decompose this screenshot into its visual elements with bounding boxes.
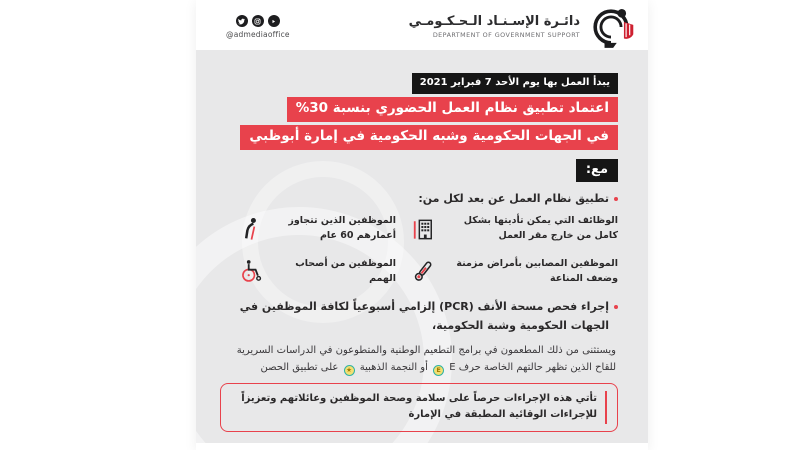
title-line-1: اعتماد تطبيق نظام العمل الحضوري بنسبة 30%	[287, 97, 618, 122]
instagram-icon[interactable]	[252, 15, 264, 27]
youtube-icon[interactable]	[268, 15, 280, 27]
hosn-e-badge-icon: E	[433, 365, 444, 376]
department-logo	[409, 5, 634, 49]
social-handle[interactable]: @admediaoffice	[226, 30, 290, 39]
social-block	[226, 15, 290, 39]
with-badge: مع:	[576, 159, 618, 183]
dept-name-arabic: دائـرة الإسـنـاد الـحـكـومـي	[408, 13, 580, 29]
date-badge: يبدأ العمل بها يوم الأحد 7 فبراير 2021	[412, 73, 618, 94]
exemption-paragraph: ويستثنى من ذلك المطعمون في برامج التطعيم الوطنية والمتطوعون في الدراسات السريرية للقاح الذين تظهر حالتهم الخاصة حرف E E أو النجمة الذهبية ★ على تطبيق الحصن	[236, 344, 616, 374]
remote-work-grid	[220, 214, 618, 286]
card-header	[196, 0, 648, 50]
remote-work-heading: تطبيق نظام العمل عن بعد لكل من:	[220, 192, 618, 205]
twitter-icon[interactable]	[236, 15, 248, 27]
office-building-icon	[412, 217, 434, 242]
dept-name-english: DEPARTMENT OF GOVERNMENT SUPPORT	[432, 31, 580, 40]
hosn-golden-star-icon: ★	[344, 365, 355, 376]
elderly-cane-icon	[240, 217, 262, 242]
infographic-card	[196, 0, 648, 450]
list-item-determination: الموظفين من أصحاب الهمم	[240, 257, 396, 286]
pcr-rule: إجراء فحص مسحة الأنف (PCR) إلزامي أسبوعياً لكافة الموظفين في الجهات الحكومية وشبة الحكومية،	[220, 298, 618, 335]
list-item-chronic-illness: الموظفين المصابين بأمراض مزمنة وضعف المناعة	[412, 257, 618, 286]
footer-note-box	[220, 383, 618, 432]
list-item-outside-office: الوظائف التي يمكن تأديتها بشكل كامل من خارج مقر العمل	[412, 214, 618, 243]
red-bullet-icon	[614, 305, 618, 309]
footer-note-text: تأتي هذه الإجراءات حرصاً على سلامة وصحة الموظفين وعائلاتهم وتعزيزاً للإجراءات الوقائية المطبقة في الإمارة	[231, 391, 607, 424]
list-item-over-60: الموظفين الذين تتجاوز أعمارهم 60 عام	[240, 214, 396, 243]
abu-dhabi-falcon-emblem-icon	[588, 5, 634, 49]
card-body	[196, 50, 648, 443]
red-bullet-icon	[614, 197, 618, 201]
title-line-2: في الجهات الحكومية وشبه الحكومية في إمارة أبوظبي	[240, 125, 618, 150]
wheelchair-icon	[240, 259, 262, 284]
thermometer-icon	[412, 259, 434, 284]
